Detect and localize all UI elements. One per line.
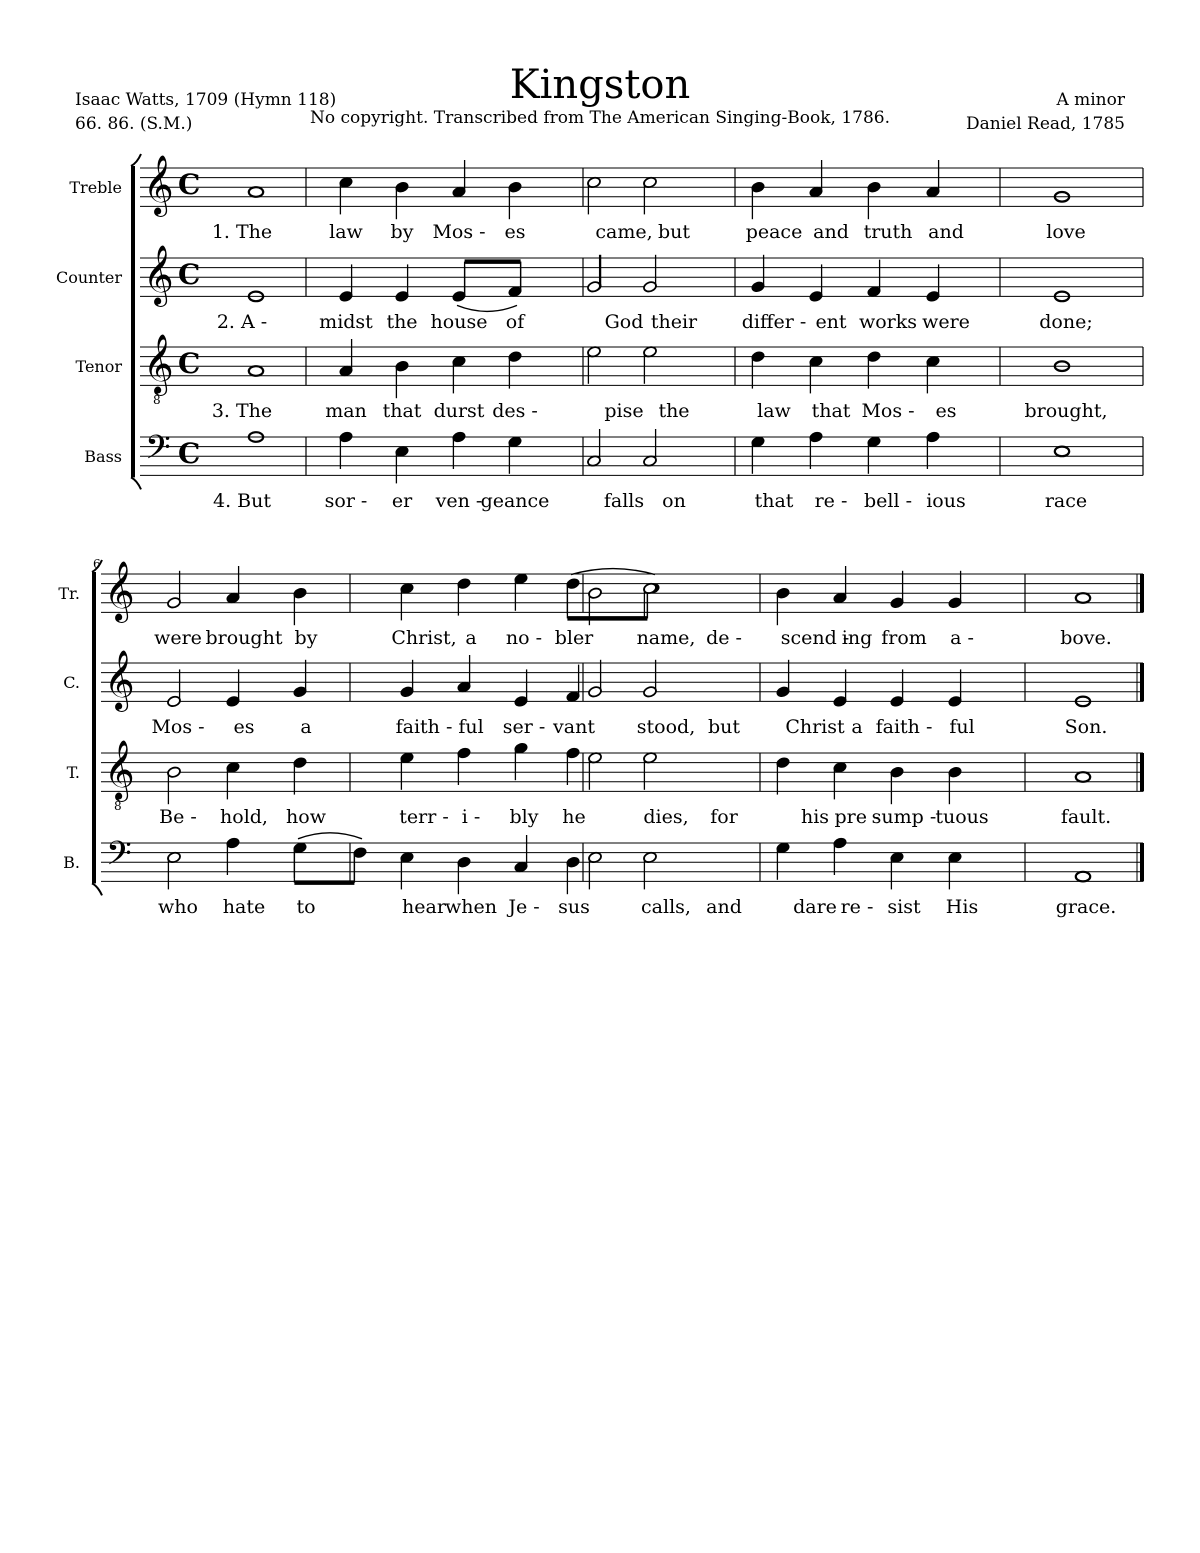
tenor-whole-note xyxy=(249,366,263,376)
counter-lyric-syllable: house xyxy=(430,311,488,333)
tenor-lyric-syllable: for xyxy=(710,806,738,828)
treble-treble-clef-icon: 𝄞 xyxy=(104,561,135,621)
tenor-staff-label: T. xyxy=(66,763,80,782)
treble-lyric-syllable: but xyxy=(657,221,691,243)
system-bracket-hook xyxy=(131,477,141,489)
tenor-lyric-syllable: 3. The xyxy=(211,400,273,422)
counter-staff-label: C. xyxy=(63,673,80,692)
treble-lyric-syllable: scend - xyxy=(780,627,850,649)
counter-lyric-syllable: midst xyxy=(319,311,373,333)
system-bracket-hook xyxy=(92,883,102,895)
bass-whole-note xyxy=(1076,872,1090,882)
tenor-lyric-syllable: Mos - xyxy=(861,400,915,422)
tenor-final-bar-line xyxy=(1140,753,1144,791)
tenor-lyric-syllable: the xyxy=(658,400,690,422)
counter-lyric-syllable: of xyxy=(505,311,525,333)
poet-credit: Isaac Watts, 1709 (Hymn 118) xyxy=(75,90,337,110)
measure-number: 6 xyxy=(93,557,101,571)
counter-lyric-syllable: vant xyxy=(553,716,595,738)
bass-final-bar-line xyxy=(1140,843,1144,881)
bass-whole-note xyxy=(1055,447,1069,457)
counter-lyric-syllable: 2. A - xyxy=(216,311,268,333)
tenor-lyric-syllable: he xyxy=(562,806,586,828)
bass-lyric-syllable: hate xyxy=(222,896,266,918)
tenor-time-signature: C xyxy=(178,347,201,380)
tenor-lyric-syllable: hold, xyxy=(220,806,268,828)
treble-lyric-syllable: bler xyxy=(554,627,594,649)
bass-lyric-syllable: grace. xyxy=(1055,896,1117,918)
hymn-title: Kingston xyxy=(509,62,691,108)
tenor-lyric-syllable: that xyxy=(382,400,422,422)
bass-lyric-syllable: who xyxy=(158,896,198,918)
counter-lyric-syllable: works xyxy=(858,311,918,333)
treble-lyric-syllable: came, xyxy=(595,221,653,243)
counter-lyric-syllable: a xyxy=(300,716,312,738)
treble-lyric-syllable: 1. The xyxy=(211,221,273,243)
treble-whole-note xyxy=(249,187,263,197)
bass-lyric-syllable: ious xyxy=(926,490,966,512)
treble-final-bar-line xyxy=(1140,574,1144,612)
treble-lyric-syllable: by xyxy=(294,627,318,649)
tenor-lyric-syllable: law xyxy=(757,400,791,422)
bass-lyric-syllable: ven - xyxy=(435,490,483,512)
system-bracket xyxy=(131,166,135,477)
treble-lyric-syllable: Mos - xyxy=(432,221,486,243)
treble-lyric-syllable: bove. xyxy=(1060,627,1112,649)
bass-lyric-syllable: calls, xyxy=(641,896,691,918)
tenor-octave-mark: 8 xyxy=(114,799,122,813)
tenor-lyric-syllable: man xyxy=(325,400,367,422)
counter-lyric-syllable: were xyxy=(922,311,970,333)
counter-treble-clef-icon: 𝄞 xyxy=(143,245,174,305)
treble-lyric-syllable: a - xyxy=(950,627,974,649)
counter-lyric-syllable: differ - xyxy=(741,311,807,333)
tenor-lyric-syllable: fault. xyxy=(1060,806,1112,828)
bass-lyric-syllable: when xyxy=(445,896,497,918)
counter-time-signature: C xyxy=(178,258,201,291)
counter-final-bar-line xyxy=(1140,663,1144,701)
counter-lyric-syllable: done; xyxy=(1039,311,1093,333)
bass-lyric-syllable: that xyxy=(754,490,794,512)
tenor-lyric-syllable: that xyxy=(811,400,851,422)
treble-lyric-syllable: ing xyxy=(841,627,873,649)
treble-time-signature: C xyxy=(178,168,201,201)
tenor-lyric-syllable: tuous xyxy=(935,806,989,828)
tenor-lyric-syllable: how xyxy=(286,806,326,828)
tenor-lyric-syllable: his xyxy=(800,806,830,828)
counter-lyric-syllable: ser - xyxy=(502,716,546,738)
tenor-treble-clef-icon: 𝄞 xyxy=(143,334,174,394)
composer-credit: Daniel Read, 1785 xyxy=(965,114,1125,134)
bass-lyric-syllable: and xyxy=(706,896,742,918)
bass-lyric-syllable: falls xyxy=(603,490,645,512)
treble-staff-label: Tr. xyxy=(58,584,80,603)
counter-staff-label: Counter xyxy=(55,268,122,287)
bass-lyric-syllable: er xyxy=(391,490,413,512)
treble-lyric-syllable: name, xyxy=(636,627,696,649)
bass-staff-label: B. xyxy=(63,853,80,872)
counter-lyric-syllable: faith - xyxy=(875,716,933,738)
bass-lyric-syllable: race xyxy=(1044,490,1088,512)
counter-lyric-syllable: Son. xyxy=(1064,716,1108,738)
tenor-whole-note xyxy=(1076,772,1090,782)
treble-lyric-syllable: and xyxy=(928,221,964,243)
bass-lyric-syllable: sist xyxy=(887,896,921,918)
treble-lyric-syllable: es xyxy=(504,221,526,243)
system-bracket xyxy=(92,572,96,883)
treble-lyric-syllable: peace xyxy=(745,221,803,243)
counter-lyric-syllable: but xyxy=(707,716,741,738)
treble-lyric-syllable: law xyxy=(329,221,363,243)
counter-lyric-syllable: faith - xyxy=(395,716,453,738)
tenor-lyric-syllable: Be - xyxy=(159,806,197,828)
tenor-lyric-syllable: durst xyxy=(433,400,485,422)
tenor-octave-mark: 8 xyxy=(153,393,161,407)
tenor-lyric-syllable: brought, xyxy=(1024,400,1108,422)
bass-lyric-syllable: Je - xyxy=(508,896,540,918)
counter-lyric-syllable: Mos - xyxy=(151,716,205,738)
bass-lyric-syllable: to xyxy=(296,896,316,918)
treble-lyric-syllable: and xyxy=(813,221,849,243)
tenor-treble-clef-icon: 𝄞 xyxy=(104,740,135,800)
bass-lyric-syllable: sus xyxy=(558,896,590,918)
treble-lyric-syllable: de - xyxy=(706,627,742,649)
tenor-lyric-syllable: i - xyxy=(461,806,481,828)
treble-lyric-syllable: by xyxy=(390,221,414,243)
counter-lyric-syllable: God xyxy=(604,311,644,333)
bass-staff-label: Bass xyxy=(84,447,122,466)
treble-whole-note xyxy=(1076,593,1090,603)
copyright-note: No copyright. Transcribed from The American Singing-Book, 1786. xyxy=(309,108,890,128)
tenor-lyric-syllable: terr - xyxy=(399,806,449,828)
system-bracket-hook xyxy=(131,154,141,166)
bass-lyric-syllable: dare xyxy=(793,896,837,918)
tenor-lyric-syllable: bly xyxy=(509,806,539,828)
bass-lyric-syllable: re - xyxy=(814,490,848,512)
bass-time-signature: C xyxy=(178,437,201,470)
counter-lyric-syllable: a xyxy=(851,716,863,738)
counter-lyric-syllable: the xyxy=(386,311,418,333)
bass-bass-clef-icon: 𝄢 xyxy=(145,429,171,475)
tenor-lyric-syllable: dies, xyxy=(643,806,689,828)
tenor-lyric-syllable: pre - xyxy=(834,806,880,828)
counter-lyric-syllable: Christ xyxy=(785,716,845,738)
treble-lyric-syllable: love xyxy=(1046,221,1086,243)
tenor-lyric-syllable: pise xyxy=(604,400,644,422)
treble-lyric-syllable: were xyxy=(154,627,202,649)
treble-lyric-syllable: no - xyxy=(505,627,543,649)
bass-lyric-syllable: hear xyxy=(402,896,446,918)
counter-lyric-syllable: ful xyxy=(458,716,484,738)
bass-lyric-syllable: His xyxy=(945,896,979,918)
tenor-lyric-syllable: sump - xyxy=(871,806,937,828)
treble-lyric-syllable: from xyxy=(881,627,927,649)
bass-lyric-syllable: re - xyxy=(840,896,874,918)
treble-lyric-syllable: brought xyxy=(205,627,283,649)
bass-lyric-syllable: geance xyxy=(480,490,550,512)
counter-treble-clef-icon: 𝄞 xyxy=(104,650,135,710)
tenor-lyric-syllable: des - xyxy=(492,400,538,422)
bass-lyric-syllable: sor - xyxy=(324,490,368,512)
treble-lyric-syllable: Christ, xyxy=(391,627,457,649)
bass-lyric-syllable: bell - xyxy=(863,490,913,512)
counter-lyric-syllable: ent xyxy=(815,311,847,333)
treble-lyric-syllable: a xyxy=(465,627,477,649)
meter-label: 66. 86. (S.M.) xyxy=(75,114,193,134)
tenor-lyric-syllable: es xyxy=(935,400,957,422)
key-label: A minor xyxy=(1056,90,1125,110)
bass-lyric-syllable: 4. But xyxy=(212,490,272,512)
counter-lyric-syllable: ful xyxy=(949,716,975,738)
counter-lyric-syllable: es xyxy=(233,716,255,738)
treble-lyric-syllable: truth xyxy=(863,221,913,243)
bass-bass-clef-icon: 𝄢 xyxy=(106,835,132,881)
treble-treble-clef-icon: 𝄞 xyxy=(143,155,174,215)
tenor-staff-label: Tenor xyxy=(75,357,122,376)
bass-slur xyxy=(298,833,362,839)
counter-lyric-syllable: stood, xyxy=(636,716,696,738)
treble-staff-label: Treble xyxy=(69,178,122,197)
counter-lyric-syllable: their xyxy=(650,311,698,333)
bass-lyric-syllable: on xyxy=(662,490,686,512)
